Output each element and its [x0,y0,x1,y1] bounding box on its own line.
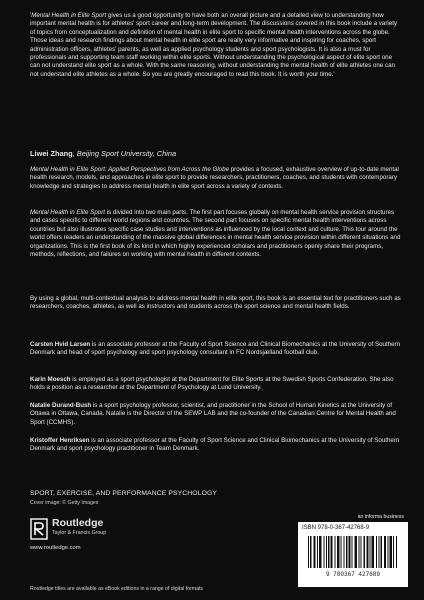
p3-body: By using a global, multi-contextual analysis to address mental health in elite sport, this book is an essential text for practitioners such as researchers, coaches, athletes, as well as instructors and students across the sport science and mental health fields. [30,295,401,311]
bio-name: Karin Moesch [30,376,71,383]
ebook-footer-note: Routledge titles are available as eBook editions in a range of digital formats [30,586,204,592]
isbn-number: ISBN 978-0-367-42768-9 [302,525,370,531]
publisher-url: www.routledge.com [30,545,81,551]
barcode-digits: 9 780367 427689 [325,571,381,578]
bio-text: is employed as a sport psychologist at the Department for Elite Sports at the Swedish Sports Confederation. She also holds a position as a researcher at the Department of Psychology at Lund University. [30,376,394,392]
quote-affiliation: , Beijing Sport University, China [72,149,177,158]
bio-name: Natalie Durand-Bush [30,402,92,409]
barcode-icon [302,534,404,578]
isbn-barcode-box [298,522,408,587]
bio-text: is a sport psychology professor, scientist, and practitioner in the School of Human Kinetics at the University of Ottawa in Ottawa, Canada. Natalie is the Director of the SEWP LAB and the co-founder of the Canadian Centre for Mental Health and Sport (CCMHS). [30,402,396,426]
series-name: SPORT, EXERCISE, AND PERFORMANCE PSYCHOLOGY [30,490,217,497]
bio-henriksen [30,437,402,454]
bio-text: is an associate professor at the Faculty of Sport Science and Clinical Biomechanics at the University of Southern Denmark and sport psychology practitioner in Team Denmark. [30,437,400,453]
bio-moesch [30,376,402,393]
quote-attribution [30,149,402,158]
p2-body: is divided into two main parts. The first part focuses globally on mental health service provision structures and cases specific to different world regions and countries. The second part focuses on specific mental health interventions across countries but also illustrates specific case studies and interventions as influenced by the local context and culture. This tour around the world offers readers an understanding of the massive global differences in mental health service provision within different situations and organizations. This is the first book of its kind in which highly experienced scholars and practitioners openly share their programs, methods, reflections, and failures on working with mental health in different contexts. [30,209,401,259]
publisher-name: Routledge [52,517,104,529]
publisher-group: Taylor & Francis Group [52,530,107,536]
quote-open: ' [30,12,32,19]
description-paragraph-3 [30,295,402,312]
quote-author: Liwei Zhang [30,149,73,158]
publisher-logo [30,515,150,565]
cover-image-credit: Cover image: © Getty Images [30,500,99,506]
bio-name: Kristoffer Henriksen [30,437,90,444]
p1-title: Mental Health in Elite Sport: Applied Perspectives from Across the Globe [30,166,230,173]
description-paragraph-2 [30,209,402,259]
bio-name: Carsten Hvid Larsen [30,341,91,348]
quote-book-title: Mental Health in Elite Sport [31,12,107,19]
informa-tagline: an informa business [357,514,404,520]
description-paragraph-1 [30,166,402,191]
bio-larsen [30,341,402,358]
p1-body: provides a focused, exhaustive overview of up-to-date mental health research, models, and approaches in elite sport to provide researchers, practitioners, coaches, and students with contemporary knowledge and strategies to address mental health in elite sport across a variety of contexts. [30,166,399,190]
bio-text: is an associate professor at the Faculty of Sport Science and Clinical Biomechanics at the University of Southern Denmark and head of sport psychology and sport psychology consultant in FC Nordsjælland football club. [30,341,401,357]
p2-title: Mental Health in Elite Sport [30,209,105,216]
bio-durand-bush [30,402,402,427]
endorsement-quote [30,12,402,79]
quote-body: gives us a good opportunity to have both an overall picture and a detailed view to understanding how important mental health is for athletes' sport career and long-term development. The discussions covered in this book include a variety of topics from conceptualization and definition of mental health in elite sport to specific mental health interventions across the globe. Those ideas and research findings about mental health in elite sport are really very informative and inspiring for coaches, sport administration officers, athletes' parents, as well as applied psychology students and sport psychologists. It is also a must for professionals and supporting team staff working within elite sports. Without understanding the psychological aspect of elite sport one can not understand elite sport as a whole. With the same reasoning, without understanding the mental health of elite athletes one can not understand elite athletes as a whole. So you are greatly encouraged to read this book. It is worth your time.' [30,12,398,78]
routledge-logo-icon [30,518,48,540]
